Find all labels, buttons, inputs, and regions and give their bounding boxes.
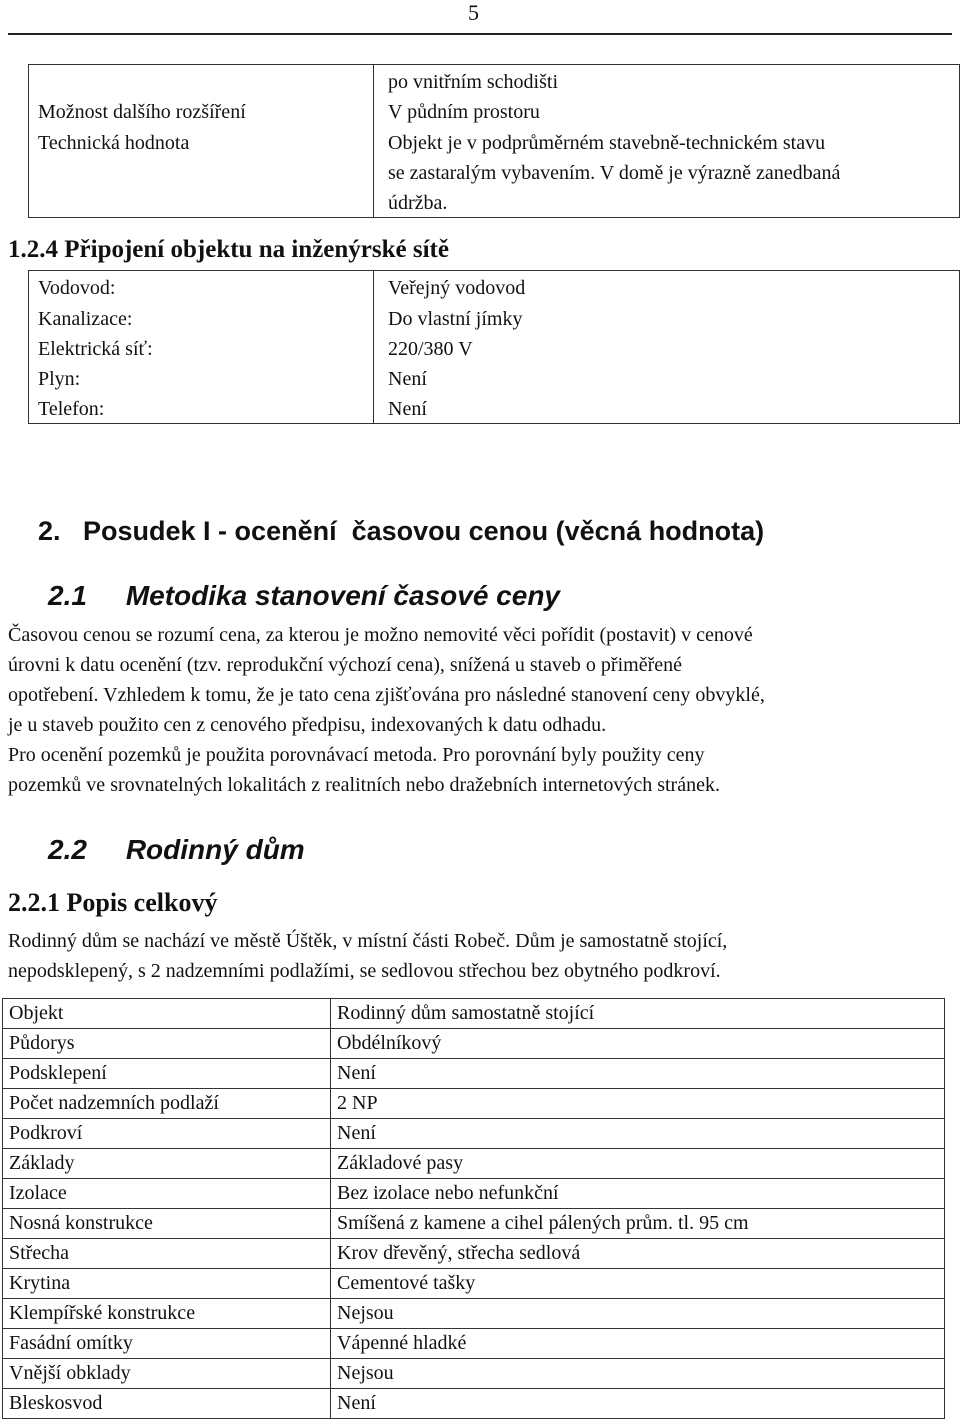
row-value: Základové pasy — [331, 1149, 945, 1179]
paragraph-line: opotřebení. Vzhledem k tomu, že je tato cena zjišťována pro následné stanovení ceny obvyklé, — [8, 684, 765, 706]
table-row — [3, 1269, 945, 1299]
row-label: Fasádní omítky — [3, 1329, 331, 1359]
table-row — [3, 1059, 945, 1089]
table-row — [3, 1239, 945, 1269]
row-label: Podkroví — [3, 1119, 331, 1149]
paragraph-line: pozemků ve srovnatelných lokalitách z realitních nebo dražebních internetových stránek. — [8, 774, 720, 796]
row-value: Nejsou — [331, 1359, 945, 1389]
utility-value: Veřejný vodovod — [388, 277, 526, 299]
paragraph-line: je u staveb použito cen z cenového předpisu, indexovaných k datu odhadu. — [8, 714, 607, 736]
utility-label: Elektrická síť: — [38, 338, 153, 360]
row-value: Není — [331, 1119, 945, 1149]
row-label: Podsklepení — [3, 1059, 331, 1089]
label-moznost-rozsireni: Možnost dalšího rozšíření — [38, 101, 246, 123]
row-value: 2 NP — [331, 1089, 945, 1119]
utility-value: Není — [388, 398, 427, 420]
utility-label: Vodovod: — [38, 277, 116, 299]
row-label: Nosná konstrukce — [3, 1209, 331, 1239]
paragraph-line: nepodsklepený, s 2 nadzemními podlažími, se sedlovou střechou bez obytného podkroví. — [8, 960, 721, 982]
table-row — [3, 999, 945, 1029]
row-label: Bleskosvod — [3, 1389, 331, 1419]
table-row — [3, 1329, 945, 1359]
row-value: Není — [331, 1389, 945, 1419]
value-line: V půdním prostoru — [388, 101, 540, 123]
row-value: Krov dřevěný, střecha sedlová — [331, 1239, 945, 1269]
row-label: Půdorys — [3, 1029, 331, 1059]
column-divider — [373, 65, 374, 217]
table-row — [3, 1089, 945, 1119]
section-heading-2-2: 2.2 Rodinný dům — [48, 834, 305, 865]
table-row — [3, 1149, 945, 1179]
header-rule — [8, 33, 952, 35]
table-row — [3, 1389, 945, 1419]
description-paragraph — [8, 926, 952, 986]
table-row — [3, 1359, 945, 1389]
table-row — [3, 1179, 945, 1209]
utility-value: Do vlastní jímky — [388, 308, 523, 330]
row-label: Krytina — [3, 1269, 331, 1299]
house-description-table — [2, 998, 945, 1419]
row-value: Smíšená z kamene a cihel pálených prům. tl. 95 cm — [331, 1209, 945, 1239]
row-label: Základy — [3, 1149, 331, 1179]
methodology-paragraph — [8, 620, 952, 800]
value-line: Objekt je v podprůměrném stavebně-technickém stavu — [388, 132, 826, 154]
paragraph-line: Časovou cenou se rozumí cena, za kterou je možno nemovité věci pořídit (postavit) v cenové — [8, 624, 753, 646]
section-heading-2: 2. Posudek I - ocenění časovou cenou (věcná hodnota) — [38, 516, 765, 546]
page-number: 5 — [468, 0, 479, 25]
paragraph-line: Pro ocenění pozemků je použita porovnávací metoda. Pro porovnání byly použity ceny — [8, 744, 705, 766]
row-label: Objekt — [3, 999, 331, 1029]
utility-value: Není — [388, 368, 427, 390]
table-row — [3, 1119, 945, 1149]
section-heading-2-1: 2.1 Metodika stanovení časové ceny — [48, 580, 560, 611]
table-row — [3, 1029, 945, 1059]
row-value: Bez izolace nebo nefunkční — [331, 1179, 945, 1209]
table-row — [3, 1299, 945, 1329]
row-label: Střecha — [3, 1239, 331, 1269]
row-label: Vnější obklady — [3, 1359, 331, 1389]
row-label: Klempířské konstrukce — [3, 1299, 331, 1329]
row-value: Obdélníkový — [331, 1029, 945, 1059]
value-line: se zastaralým vybavením. V domě je výrazně zanedbaná — [388, 162, 841, 184]
paragraph-line: úrovni k datu ocenění (tzv. reprodukční výchozí cena), snížená u staveb o přiměřené — [8, 654, 682, 676]
row-value: Cementové tašky — [331, 1269, 945, 1299]
value-line: údržba. — [388, 192, 448, 214]
row-label: Počet nadzemních podlaží — [3, 1089, 331, 1119]
row-value: Nejsou — [331, 1299, 945, 1329]
utility-value: 220/380 V — [388, 338, 473, 360]
row-value: Není — [331, 1059, 945, 1089]
value-line: po vnitřním schodišti — [388, 71, 558, 93]
column-divider — [373, 271, 374, 423]
utility-label: Kanalizace: — [38, 308, 133, 330]
utility-label: Telefon: — [38, 398, 105, 420]
paragraph-line: Rodinný dům se nachází ve městě Úštěk, v místní části Robeč. Dům je samostatně stojící, — [8, 930, 728, 952]
label-technicka-hodnota: Technická hodnota — [38, 132, 190, 154]
section-heading-2-2-1: 2.2.1 Popis celkový — [8, 888, 218, 917]
row-label: Izolace — [3, 1179, 331, 1209]
row-value: Rodinný dům samostatně stojící — [331, 999, 945, 1029]
section-heading-1-2-4: 1.2.4 Připojení objektu na inženýrské sítě — [8, 236, 449, 263]
table-row — [3, 1209, 945, 1239]
utility-label: Plyn: — [38, 368, 81, 390]
row-value: Vápenné hladké — [331, 1329, 945, 1359]
